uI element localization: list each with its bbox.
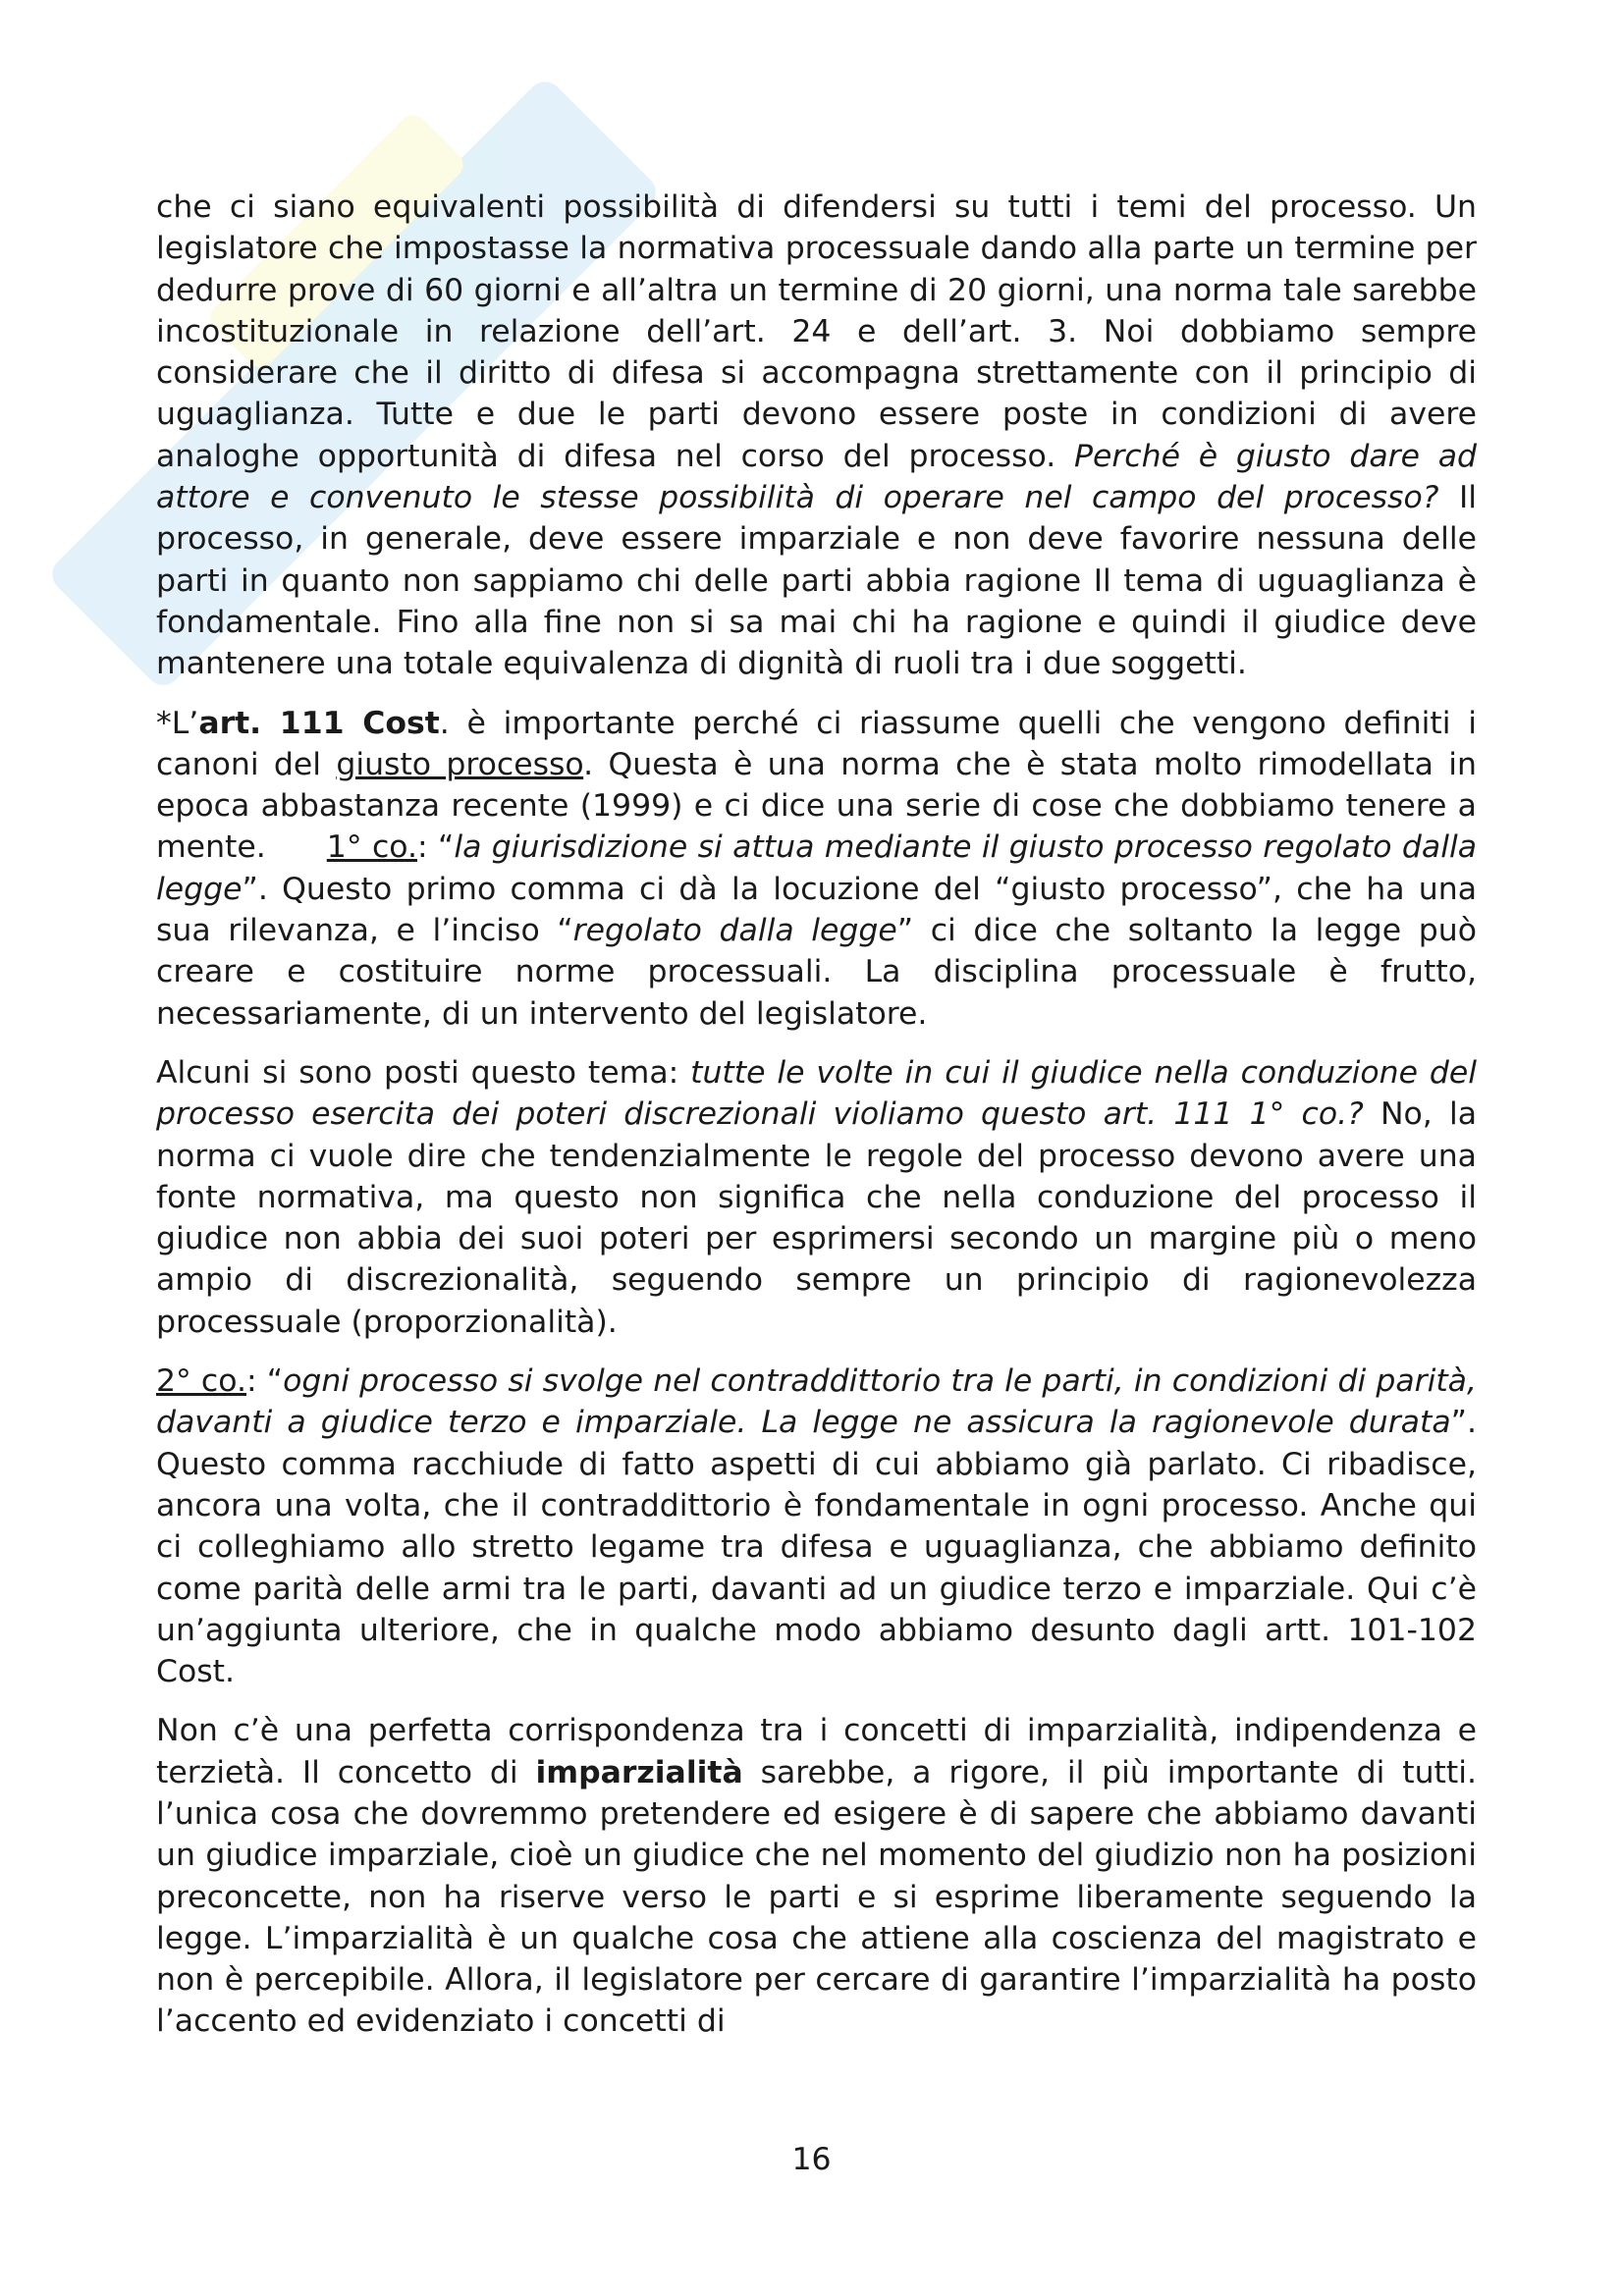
paragraph-2: *L’art. 111 Cost. è importante perché ci riassume quelli che vengono definiti i canoni del giusto processo. Questa è una norma che è stata molto rimodellata in epoca abbastanza recente (1999) e ci dice una serie di cose che dobbiamo tenere a mente. 1° co.: “la giurisdizione si attua mediante il giusto processo regolato dalla legge”. Questo primo comma ci dà la locuzione del “giusto processo”, che ha una sua rilevanza, e l’inciso “regolato dalla legge” ci dice che soltanto la legge può creare e costituire norme processuali. La disciplina processuale è frutto, necessariamente, di un intervento del legislatore. <box>156 705 1478 1032</box>
paragraph-3: Alcuni si sono posti questo tema: tutte le volte in cui il giudice nella conduzione del processo esercita dei poteri discrezionali violiamo questo art. 111 1° co.? No, la norma ci vuole dire che tendenzialmente le regole del processo devono avere una fonte normativa, ma questo non significa che nella conduzione del processo il giudice non abbia dei suoi poteri per esprimersi secondo un margine più o meno ampio di discrezionalità, seguendo sempre un principio di ragionevolezza processuale (proporzionalità). <box>156 1054 1477 1340</box>
paragraph-1: che ci siano equivalenti possibilità di difendersi su tutti i temi del processo. Un legislatore che impostasse la normativa processuale dando alla parte un termine per dedurre prove di 60 giorni e all’altra un termine di 20 giorni, una norma tale sarebbe incostituzionale in relazione dell’art. 24 e dell’art. 3. Noi dobbiamo sempre considerare che il diritto di difesa si accompagna strettamente con il principio di uguaglianza. Tutte e due le parti devono essere poste in condizioni di avere analoghe opportunità di difesa nel corso del processo. Perché è giusto dare ad attore e convenuto le stesse possibilità di operare nel campo del processo? Il processo, in generale, deve essere imparziale e non deve favorire nessuna delle parti in quanto non sappiamo chi delle parti abbia ragione Il tema di uguaglianza è fondamentale. Fino alla fine non si sa mai chi ha ragione e quindi il giudice deve mantenere una totale equivalenza di dignità di ruoli tra i due soggetti. <box>156 189 1477 682</box>
paragraph-4: 2° co.: “ogni processo si svolge nel contraddittorio tra le parti, in condizioni di parità, davanti a giudice terzo e imparziale. La legge ne assicura la ragionevole durata”. Questo comma racchiude di fatto aspetti di cui abbiamo già parlato. Ci ribadisce, ancora una volta, che il contraddittorio è fondamentale in ogni processo. Anche qui ci colleghiamo allo stretto legame tra difesa e uguaglianza, che abbiamo definito come parità delle armi tra le parti, davanti ad un giudice terzo e imparziale. Qui c’è un’aggiunta ulteriore, che in qualche modo abbiamo desunto dagli artt. 101-102 Cost. <box>156 1363 1478 1690</box>
paragraph-5: Non c’è una perfetta corrispondenza tra i concetti di imparzialità, indipendenza e terzietà. Il concetto di imparzialità sarebbe, a rigore, il più importante di tutti. l’unica cosa che dovremmo pretendere ed esigere è di sapere che abbiamo davanti un giudice imparziale, cioè un giudice che nel momento del giudizio non ha posizioni preconcette, non ha riserve verso le parti e si esprime liberamente seguendo la legge. L’imparzialità è un qualche cosa che attiene alla coscienza del magistrato e non è percepibile. Allora, il legislatore per cercare di garantire l’imparzialità ha posto l’accento ed evidenziato i concetti di <box>156 1713 1477 2040</box>
page-number: 16 <box>791 2142 832 2177</box>
document-body <box>156 187 1477 2060</box>
